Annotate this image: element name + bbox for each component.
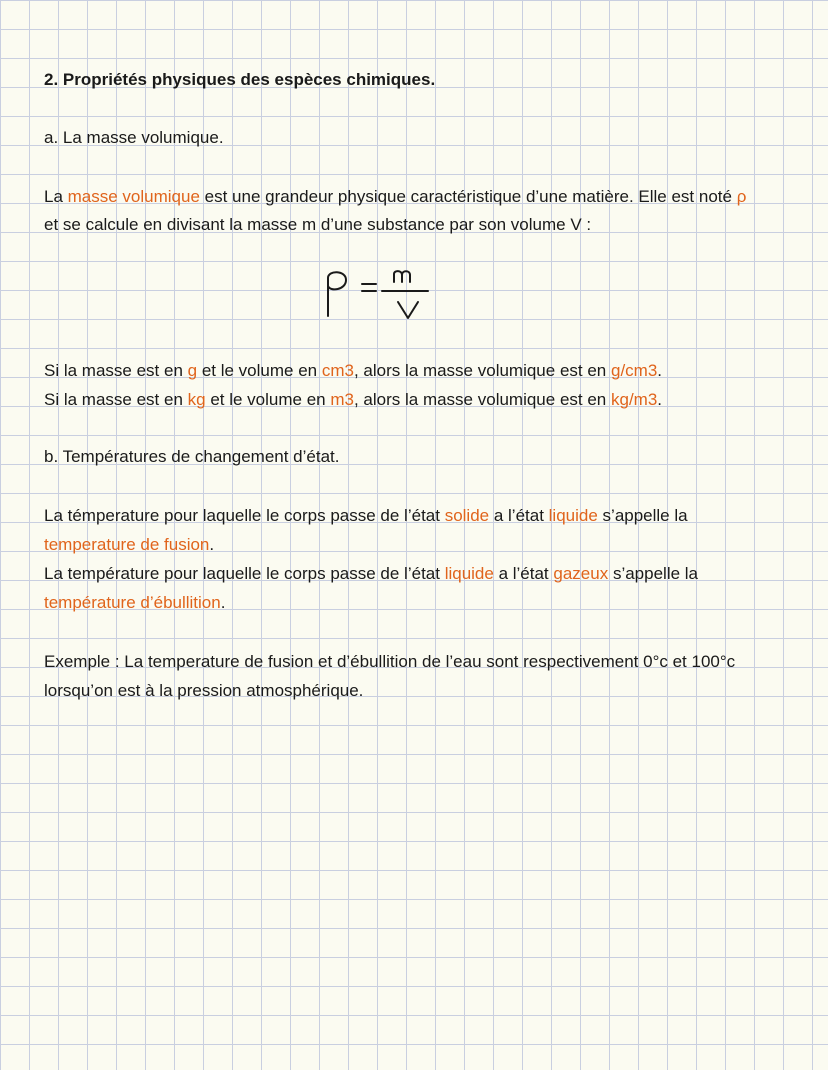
denominator-v [398,302,418,318]
text: et le volume en [205,390,331,409]
text: La témperature pour laquelle le corps passe de l’état [44,506,445,525]
text: est une grandeur physique caractéristique d’une matière. Elle est noté [199,187,737,206]
highlight-kg-m3: kg/m3 [610,390,658,409]
text: La température pour laquelle le corps passe de l’état [44,564,445,583]
text: Si la masse est en [44,390,188,409]
text: s’appelle la [608,564,698,583]
text: a l’état [489,506,549,525]
highlight-g-cm3: g/cm3 [610,361,658,380]
example-line-1: Exemple : La temperature de fusion et d’ébullition de l’eau sont respectivement 0°c et 100°c [44,652,736,671]
fusion-line-2 [44,535,214,555]
text: . [657,390,663,409]
text: La [44,187,68,206]
example-line-2: lorsqu’on est à la pression atmosphérique. [44,681,364,700]
text: , alors la masse volumique est en [353,361,611,380]
highlight-g: g [187,361,198,380]
highlight-kg: kg [187,390,206,409]
text: s’appelle la [597,506,688,525]
highlight-temperature-fusion: temperature de fusion [44,535,210,554]
ebullition-line-1 [44,564,698,584]
section-title: 2. Propriétés physiques des espèces chimiques. [44,70,436,89]
highlight-masse-volumique: masse volumique [67,187,200,206]
highlight-solide: solide [444,506,490,525]
definition-line-1 [44,187,746,207]
subsection-a-title: a. La masse volumique. [44,128,224,147]
unit-line-1 [44,361,662,381]
subsection-b-title: b. Températures de changement d’état. [44,447,340,466]
highlight-liquide: liquide [444,564,494,583]
density-formula [318,264,438,324]
highlight-m3: m3 [330,390,354,409]
rho-symbol [328,272,346,316]
unit-line-2 [44,390,662,410]
ebullition-line-2 [44,593,225,613]
highlight-cm3: cm3 [321,361,354,380]
fusion-line-1 [44,506,688,526]
highlight-gazeux: gazeux [553,564,609,583]
highlight-temperature-ebullition: température d’ébullition [44,593,221,612]
text: Si la masse est en [44,361,188,380]
text: , alors la masse volumique est en [353,390,611,409]
highlight-rho: ρ [736,187,747,206]
highlight-liquide: liquide [548,506,598,525]
text: . [657,361,663,380]
numerator-m [394,271,410,282]
definition-line-2: et se calcule en divisant la masse m d’une substance par son volume V : [44,215,592,234]
text: . [209,535,215,554]
text: et le volume en [197,361,322,380]
text: a l’état [493,564,554,583]
text: . [220,593,226,612]
